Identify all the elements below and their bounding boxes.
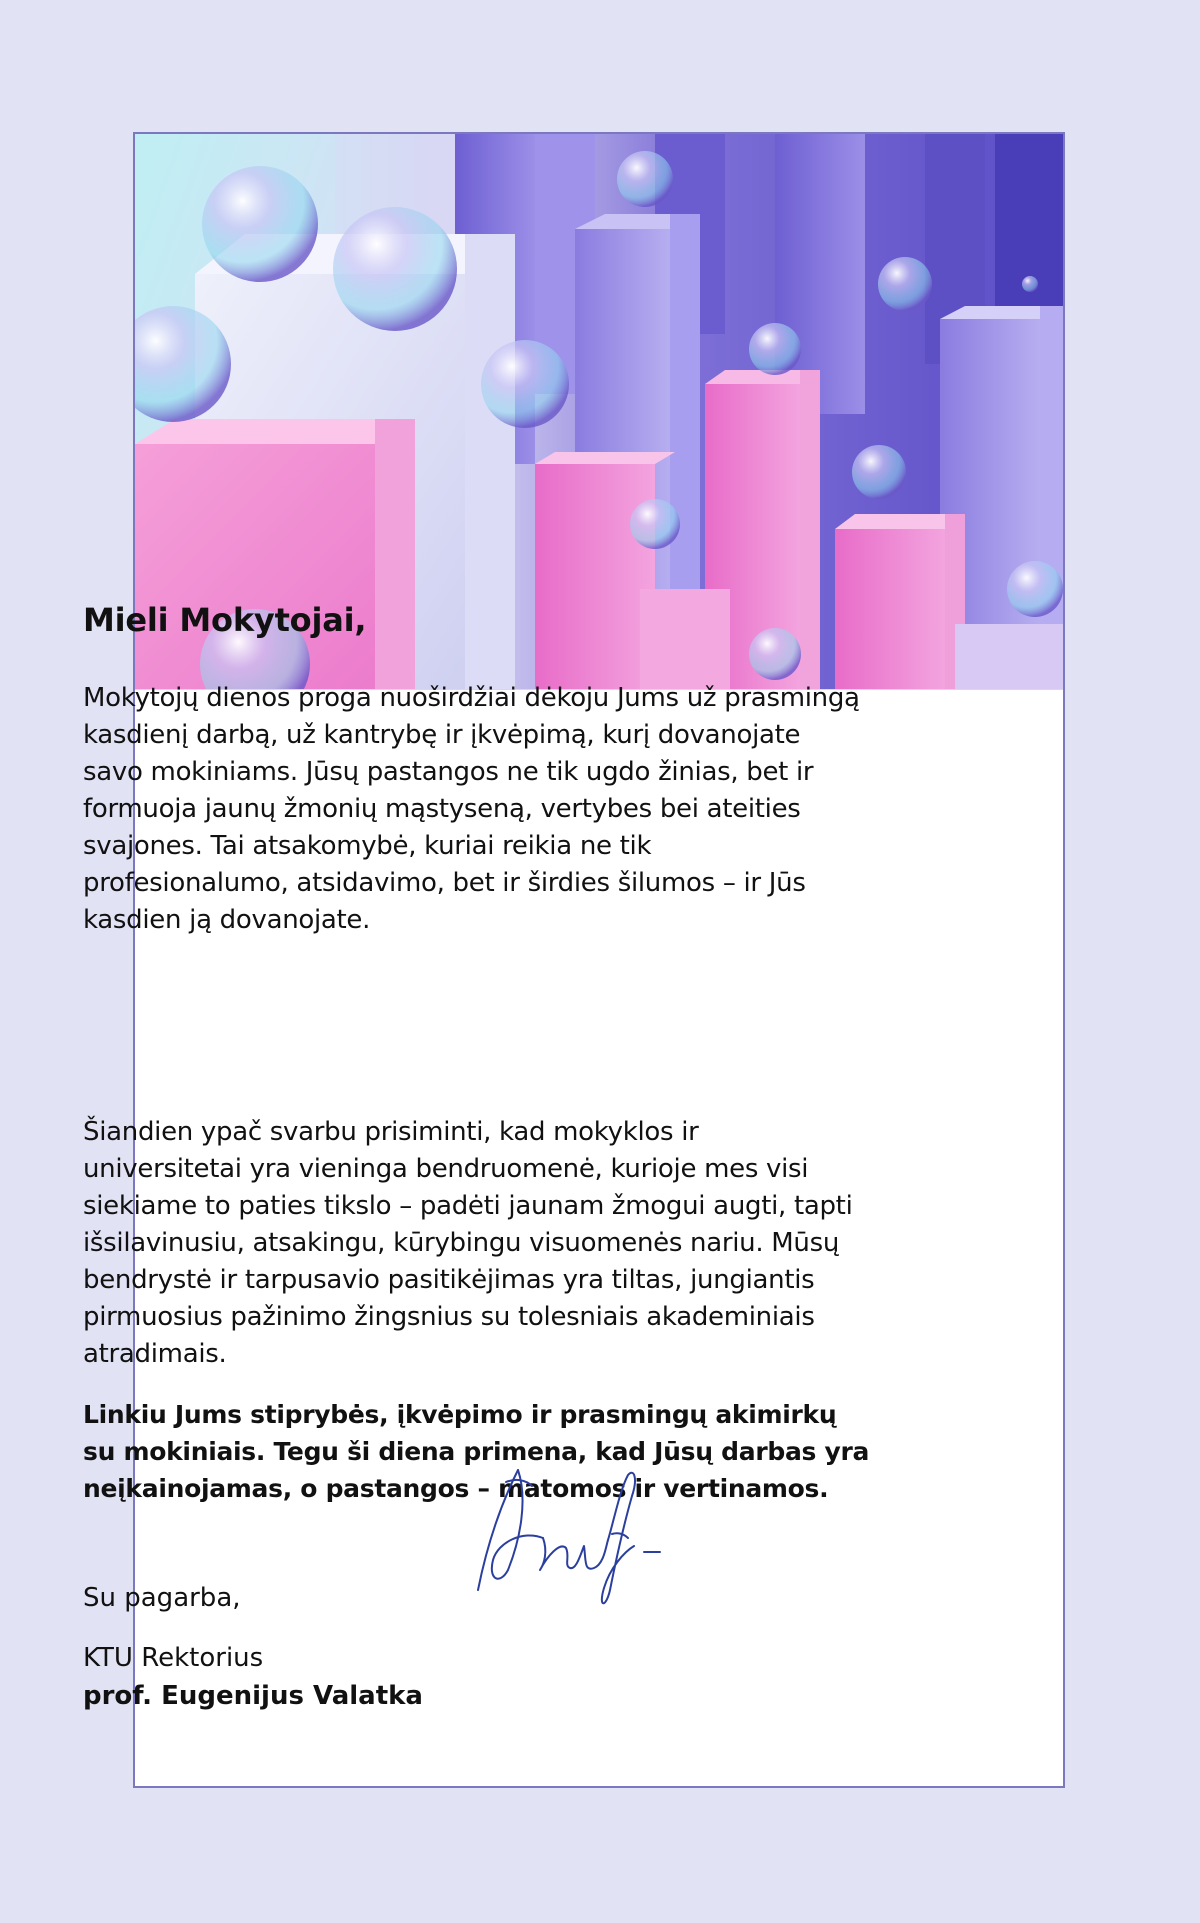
signer-name: prof. Eugenijus Valatka xyxy=(83,1681,423,1711)
letter-content xyxy=(83,600,870,1711)
signer-role: KTU Rektorius xyxy=(83,1643,264,1673)
letter-paragraph-1: Mokytojų dienos proga nuoširdžiai dėkoju Jums už prasmingą kasdienį darbą, už kantrybę ir įkvėpimą, kurį dovanojate savo mokiniams. Jūsų pastangos ne tik ugdo žinias, bet ir formuoja jaunų žmonių mąstyseną, vertybes bei ateities svajones. Tai atsakomybė, kuriai reikia ne tik profesionalumo, atsidavimo, bet ir širdies šilumos – ir Jūs kasdien ją dovanojate. xyxy=(83,683,860,935)
handwritten-signature-icon xyxy=(448,1460,708,1620)
letter-closing: Su pagarba, xyxy=(83,1583,241,1613)
letter-paragraph-3: Linkiu Jums stiprybės, įkvėpimo ir prasmingų akimirkų su mokiniais. Tegu ši diena primena, kad Jūsų darbas yra neįkainojamas, o pastangos – matomos ir vertinamos. xyxy=(83,1400,870,1503)
signature-image xyxy=(448,1460,708,1624)
letter-paragraph-2: Šiandien ypač svarbu prisiminti, kad mokyklos ir universitetai yra vieninga bendruomenė, kurioje mes visi siekiame to paties tikslo – padėti jaunam žmogui augti, tapti išsilavinusiu, atsakingu, kūrybingu visuomenės nariu. Mūsų bendrystė ir tarpusavio pasitikėjimas yra tiltas, jungiantis pirmuosius pažinimo žingsnius su tolesniais akademiniais atradimais. xyxy=(83,1117,853,1369)
letter-greeting: Mieli Mokytojai, xyxy=(83,601,367,639)
